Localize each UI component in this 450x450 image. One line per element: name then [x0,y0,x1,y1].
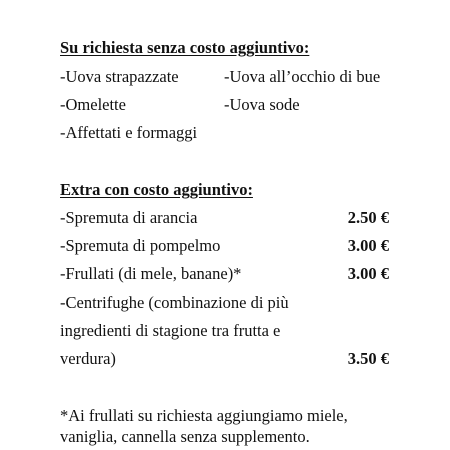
extra-item-smoothies: -Frullati (di mele, banane)* [60,264,242,283]
free-item-boiled-eggs: -Uova sode [224,95,300,114]
extra-section-title: Extra con costo aggiuntivo: [60,180,253,199]
extra-price-centrifuges: 3.50 € [347,349,389,368]
free-section-title: Su richiesta senza costo aggiuntivo: [60,38,310,57]
extra-price-smoothies: 3.00 € [347,264,389,283]
extra-item-centrifuges-line-2: ingredienti di stagione tra frutta e [60,321,281,340]
free-item-omelette: -Omelette [60,95,126,114]
extra-item-orange-juice: -Spremuta di arancia [60,208,198,227]
free-item-fried-eggs: -Uova all’occhio di bue [224,67,381,86]
free-item-scrambled-eggs: -Uova strapazzate [60,67,179,86]
extra-price-grapefruit-juice: 3.00 € [347,236,389,255]
extra-item-centrifuges-line-1: -Centrifughe (combinazione di più [60,293,289,312]
extra-item-centrifuges-line-3: verdura) [60,349,116,368]
free-item-cold-cuts: -Affettati e formaggi [60,123,198,142]
extra-price-orange-juice: 2.50 € [347,208,389,227]
footnote: *Ai frullati su richiesta aggiungiamo miele, vaniglia, cannella senza supplemento. [60,406,348,446]
extra-item-grapefruit-juice: -Spremuta di pompelmo [60,236,221,255]
